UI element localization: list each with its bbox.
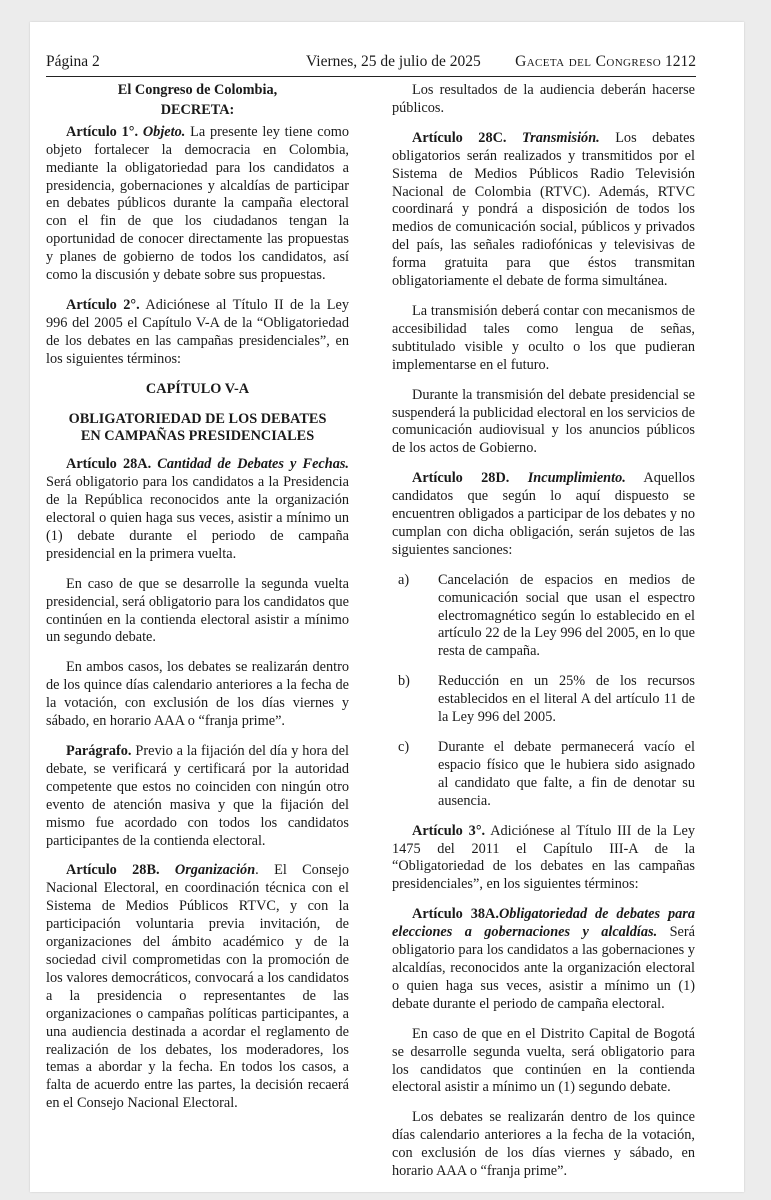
article-28a-text: Será obligatorio para los candidatos a la Presidencia de la República reconocidos ante la organización electoral o quien haga sus veces, asistir a mínimo un (1) debate durante el periodo de campaña presidencial en la primera vuelta. [46,474,349,562]
article-28d-label: Artículo 28D. [412,470,510,487]
article-28d-text: Aquellos candidatos que según lo aquí dispuesto se encuentren obligados a participar de los debates y no cumplan con dicha obligación, serán sujetos de las siguientes sanciones: [392,470,695,558]
decreta-heading: DECRETA: [160,101,235,118]
article-3-label: Artículo 3°. [412,822,486,839]
sanctions-list [392,572,695,811]
chapter-heading: CAPÍTULO V-A [145,380,250,397]
article-1-label: Artículo 1°. [66,123,139,140]
list-marker: b) [398,673,410,690]
article-28c [392,130,695,291]
article-28a-label: Artículo 28A. [66,456,152,473]
article-1-text: La presente ley tiene como objeto fortalecer la democracia en Colombia, mediante la obligatoriedad para los candidatos a presidencia, gobernaciones y alcaldías de participar en debates públicos durante la campaña electoral con el fin de que los ciudadanos tengan la oportunidad de conocer directamente las propuestas y planes de gobierno de todos los candidatos, así como la discusión y debate sobre sus propuestas. [46,123,349,284]
chapter-title-line-1: OBLIGATORIEDAD DE LOS DEBATES [68,410,327,427]
paragraph-bogota: En caso de que en el Distrito Capital de Bogotá se desarrolle segunda vuelta, será obligatorio para los candidatos que continúen en la contienda electoral asistir a mínimo un (1) segundo debate. [392,1025,695,1096]
article-28b-label: Artículo 28B. [66,862,160,879]
article-3-text: Adiciónese al Título III de la Ley 1475 del 2011 el Capítulo III-A de la “Obligatoriedad de los debates en las campañas presidenciales”, en los siguientes términos: [392,822,695,893]
article-28c-title: Transmisión. [521,129,600,146]
article-28a [46,456,349,563]
paragraph-accesibilidad: La transmisión deberá contar con mecanismos de accesibilidad tales como lengua de señas, subtitulado visible y oculto o los que pudieran implementarse en el futuro. [392,302,695,373]
right-column [392,82,695,1193]
congress-heading: El Congreso de Colombia, [117,82,278,98]
article-2-label: Artículo 2°. [66,296,140,313]
article-2 [46,297,349,369]
list-marker: a) [398,571,410,588]
article-28d [392,470,695,560]
list-item [392,739,695,811]
left-column [46,82,349,1125]
list-item [392,572,695,662]
publication-date: Viernes, 25 de julio de 2025 [306,53,481,70]
list-marker: c) [398,739,410,755]
page-number: Página 2 [46,53,100,70]
paragrafo-text: Previo a la fijación del día y hora del debate, se verificará y certificará por la autoridad competente que estos no coinciden con ningún otro evento de atención masiva y que la fijación del mismo fue acordado con todos los candidatos participantes de la contienda electoral. [46,743,349,849]
header-rule [46,76,696,77]
paragraph-publicidad: Durante la transmisión del debate presidencial se suspenderá la publicidad electoral en los servicios de comunicación audiovisual y los anuncios públicos de los actos de Gobierno. [392,386,695,457]
list-item-text: Durante el debate permanecerá vacío el espacio físico que le hubiera sido asignado al candidato que falte, a fin de denotar su ausencia. [438,739,695,809]
gazette-name: Gaceta del Congreso [515,53,662,70]
gazette-number: 1212 [665,53,696,70]
gazette-title [515,52,696,72]
list-item-text: Reducción en un 25% de los recursos establecidos en el literal A del artículo 11 de la Ley 996 del 2005. [438,673,695,726]
article-38a-title: Obligatoriedad de debates para elecciones a gobernaciones y alcaldías. [392,906,696,941]
article-38a-label: Artículo 38A. [412,906,499,923]
article-38a-text: Será obligatorio para los candidatos a las gobernaciones y alcaldías, reconocidos ante la organización electoral o quien haga sus veces, asistir a mínimo un (1) debate durante el periodo de campaña electoral. [392,924,696,1012]
article-28c-label: Artículo 28C. [412,129,507,146]
article-28b [46,862,349,1113]
article-1-title: Objeto. [142,123,186,140]
article-28c-text: Los debates obligatorios serán realizados y transmitidos por el Sistema de Medios Públicos Radio Televisión Nacional de Colombia (RTVC). Además, RTVC coordinará y pondrá a disposición de todos los medios de comunicación social, públicos y privados del país, las señales radiofónicas y televisivas de forma gratuita para que éstos transmitan obligatoriamente el debate de forma simultánea. [392,129,695,290]
article-2-text: Adiciónese al Título II de la Ley 996 del 2005 el Capítulo V-A de la “Obligatoriedad de los debates en las campañas presidenciales”, en los siguientes términos: [46,296,349,367]
list-item-text: Cancelación de espacios en medios de comunicación social que usan el espectro electromagnético según lo establecido en el artículo 22 de la Ley 996 del 2005, en lo que resta de campaña. [438,571,695,660]
article-28d-title: Incumplimiento. [527,470,626,487]
paragrafo-label: Parágrafo. [66,743,132,759]
article-28b-text: . El Consejo Nacional Electoral, en coordinación técnica con el Sistema de Medios Públicos RTVC, y con la participación voluntaria previa invitación, de organizaciones del ámbito académico y de la sociedad civil comprometidas con la promoción de los valores democráticos, convocará a los candidatos a la presidencia o representantes de las organizaciones o campañas políticas participantes, a una audiencia destinada a acordar el reglamento de realización de los debates, los moderadores, los temas a abordar y la fecha. En todos los casos, a falta de acuerdo entre las partes, la decisión recaerá en el Consejo Nacional Electoral. [46,862,349,1112]
list-item [392,673,695,727]
article-1 [46,124,349,285]
article-3 [392,823,695,895]
paragraph-resultados: Los resultados de la audiencia deberán hacerse públicos. [392,82,695,116]
paragraph-quince-dias: Los debates se realizarán dentro de los quince días calendario anteriores a la fecha de la votación, con exclusión de los días viernes y sábado, en horario AAA o “franja prime”. [392,1109,695,1180]
article-28a-title: Cantidad de Debates y Fechas. [157,456,350,473]
chapter-title-line-2: EN CAMPAÑAS PRESIDENCIALES [80,428,315,445]
paragraph-segunda-vuelta: En caso de que se desarrolle la segunda vuelta presidencial, será obligatorio para los candidatos que continúen en la contienda electoral asistir a mínimo un segundo debate. [46,575,349,646]
article-28b-title: Organización [174,862,256,879]
paragrafo [46,743,349,850]
article-38a [392,906,695,1013]
paragraph-ambos-casos: En ambos casos, los debates se realizarán dentro de los quince días calendario anteriores a la fecha de la votación, con exclusión de los días viernes y sábado, en horario AAA o “franja prime”. [46,659,349,730]
